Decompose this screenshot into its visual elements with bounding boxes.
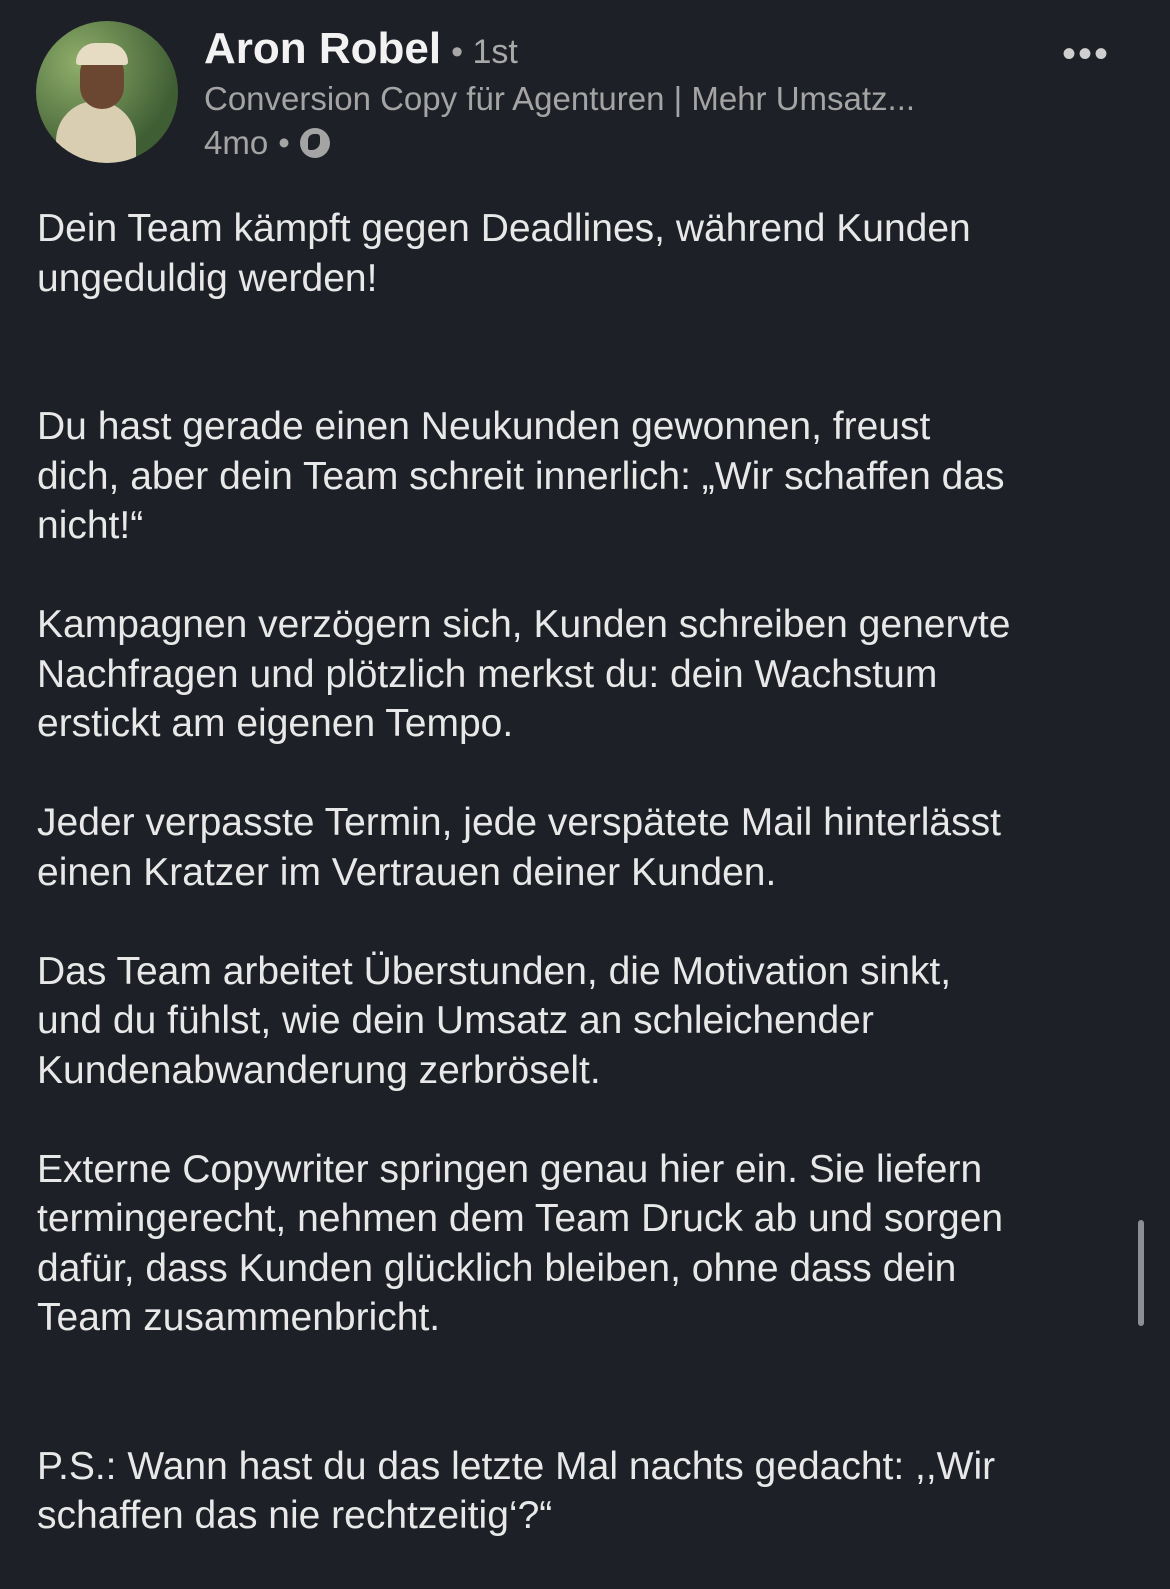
- post-body: [37, 204, 1137, 1541]
- post-paragraph: [37, 1442, 1137, 1541]
- post-paragraph: [37, 204, 1137, 303]
- post-line: ungeduldig werden!: [37, 256, 378, 300]
- post-paragraph: [37, 947, 1137, 1096]
- post-paragraph: [37, 600, 1137, 749]
- post-line: Du hast gerade einen Neukunden gewonnen, freust: [37, 405, 931, 448]
- blank-line: [37, 1392, 1137, 1442]
- post-time: 4mo: [204, 124, 269, 161]
- post-line: schaffen das nie rechtzeitig‘?“: [37, 1494, 553, 1537]
- scrollbar[interactable]: [1138, 1220, 1144, 1326]
- post-meta: [204, 124, 330, 162]
- connection-degree: • 1st: [451, 33, 518, 71]
- post-line: dafür, dass Kunden glücklich bleiben, ohne dass dein: [37, 1246, 957, 1290]
- avatar-figure: [56, 101, 136, 163]
- post-line: termingerecht, nehmen dem Team Druck ab und sorgen: [37, 1197, 1004, 1240]
- post-paragraph: [37, 798, 1137, 897]
- post-line: dich, aber dein Team schreit innerlich: „Wir schaffen das: [37, 454, 1005, 498]
- avatar-cap: [76, 43, 128, 65]
- more-options-button[interactable]: •••: [1062, 32, 1111, 76]
- blank-line: [37, 749, 1137, 799]
- post-line: einen Kratzer im Vertrauen deiner Kunden.: [37, 850, 777, 894]
- post-line: Kundenabwanderung zerbröselt.: [37, 1048, 601, 1092]
- blank-line: [37, 1095, 1137, 1145]
- author-headline: Conversion Copy für Agenturen | Mehr Umsatz...: [204, 80, 916, 117]
- blank-line: [37, 551, 1137, 601]
- author-name-text: Aron Robel: [204, 24, 442, 73]
- post-line: erstickt am eigenen Tempo.: [37, 702, 514, 745]
- author-avatar[interactable]: [36, 21, 178, 163]
- post-line: und du fühlst, wie dein Umsatz an schleichender: [37, 999, 874, 1042]
- globe-icon: [300, 128, 330, 158]
- post-line: Externe Copywriter springen genau hier ein. Sie liefern: [37, 1147, 983, 1191]
- blank-line: [37, 353, 1137, 403]
- author-name[interactable]: [204, 24, 518, 74]
- meta-separator: •: [278, 124, 290, 161]
- post-line: Team zusammenbricht.: [37, 1296, 441, 1339]
- blank-line: [37, 1343, 1137, 1393]
- blank-line: [37, 303, 1137, 353]
- post-paragraph: [37, 402, 1137, 551]
- blank-line: [37, 897, 1137, 947]
- post-line: P.S.: Wann hast du das letzte Mal nachts gedacht: ,,Wir: [37, 1444, 996, 1488]
- post-line: Nachfragen und plötzlich merkst du: dein Wachstum: [37, 652, 938, 696]
- post-line: nicht!“: [37, 504, 144, 547]
- post-line: Kampagnen verzögern sich, Kunden schreiben genervte: [37, 603, 1011, 646]
- post-line: Das Team arbeitet Überstunden, die Motivation sinkt,: [37, 949, 952, 993]
- post-line: Dein Team kämpft gegen Deadlines, während Kunden: [37, 207, 971, 250]
- post-line: Jeder verpasste Termin, jede verspätete Mail hinterlässt: [37, 801, 1001, 844]
- post-paragraph: [37, 1145, 1137, 1343]
